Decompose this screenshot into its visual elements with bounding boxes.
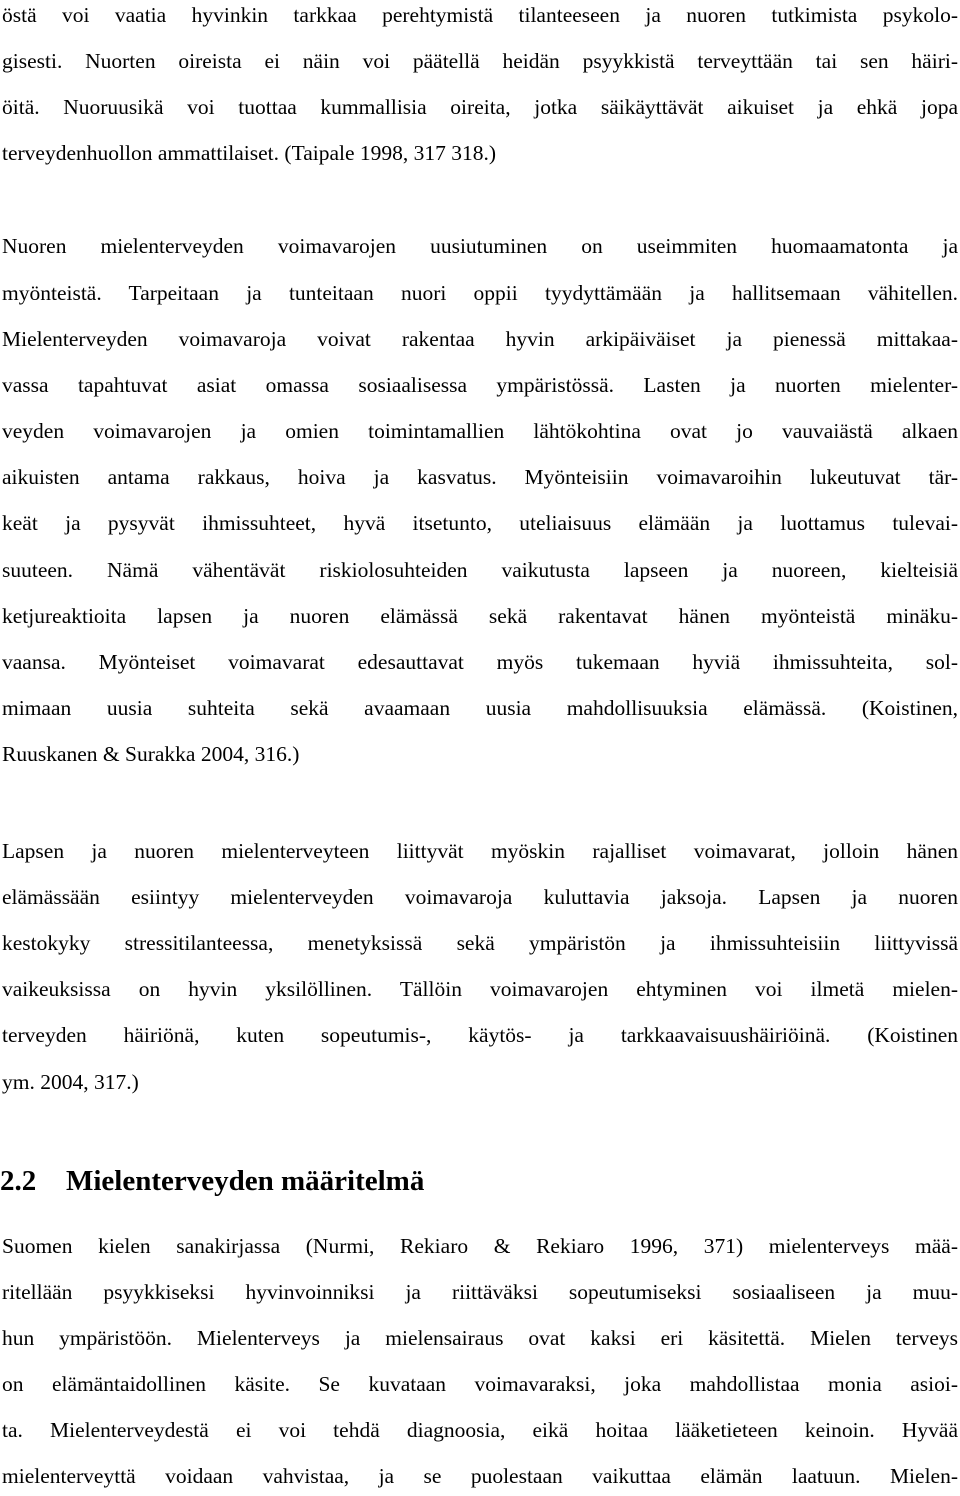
text-line: myönteistä. Tarpeitaan ja tunteitaan nuori oppii tyydyttämään ja hallitsemaan vähitellen. — [2, 281, 958, 305]
section-number: 2.2 — [0, 1165, 37, 1197]
text-line: Nuoren mielenterveyden voimavarojen uusiutuminen on useimmiten huomaamatonta ja — [2, 234, 958, 258]
text-line: östä voi vaatia hyvinkin tarkkaa perehtymistä tilanteeseen ja nuoren tutkimista psykolo- — [2, 3, 958, 27]
text-line: Mielenterveyden voimavaroja voivat rakentaa hyvin arkipäiväiset ja pienessä mittakaa- — [2, 327, 958, 351]
text-line: öitä. Nuoruusikä voi tuottaa kummallisia oireita, jotka säikäyttävät aikuiset ja ehkä jopa — [2, 95, 958, 119]
text-line: mielenterveyttä voidaan vahvistaa, ja se puolestaan vaikuttaa elämän laatuun. Mielen- — [2, 1464, 958, 1488]
text-line: ketjureaktioita lapsen ja nuoren elämässä sekä rakentavat hänen myönteistä minäku- — [2, 604, 958, 628]
text-line: Suomen kielen sanakirjassa (Nurmi, Rekiaro & Rekiaro 1996, 371) mielenterveys mää- — [2, 1234, 958, 1258]
text-line: ta. Mielenterveydestä ei voi tehdä diagnoosia, eikä hoitaa lääketieteen keinoin. Hyvää — [2, 1418, 958, 1442]
text-line: terveydenhuollon ammattilaiset. (Taipale 1998, 317 318.) — [2, 141, 497, 165]
text-line: keät ja pysyvät ihmissuhteet, hyvä itsetunto, uteliaisuus elämään ja luottamus tulevai- — [2, 511, 958, 535]
text-line: veyden voimavarojen ja omien toimintamallien lähtökohtina ovat jo vauvaiästä alkaen — [2, 419, 958, 443]
text-line: Ruuskanen & Surakka 2004, 316.) — [2, 742, 300, 766]
text-line: ritellään psyykkiseksi hyvinvoinniksi ja riittäväksi sopeutumiseksi sosiaaliseen ja muu- — [2, 1280, 958, 1304]
text-line: vaikeuksissa on hyvin yksilöllinen. Tällöin voimavarojen ehtyminen voi ilmetä mielen- — [2, 977, 958, 1001]
text-line: hun ympäristöön. Mielenterveys ja mielensairaus ovat kaksi eri käsitettä. Mielen terveys — [2, 1326, 958, 1350]
section-title: Mielenterveyden määritelmä — [66, 1165, 425, 1197]
text-line: terveyden häiriönä, kuten sopeutumis-, käytös- ja tarkkaavaisuushäiriöinä. (Koistinen — [2, 1023, 958, 1047]
text-line: elämässään esiintyy mielenterveyden voimavaroja kuluttavia jaksoja. Lapsen ja nuoren — [2, 885, 958, 909]
text-line: mimaan uusia suhteita sekä avaamaan uusia mahdollisuuksia elämässä. (Koistinen, — [2, 696, 958, 720]
section-heading — [0, 1163, 424, 1199]
text-line: aikuisten antama rakkaus, hoiva ja kasvatus. Myönteisiin voimavaroihin lukeutuvat tär- — [2, 465, 958, 489]
text-line: ym. 2004, 317.) — [2, 1070, 139, 1094]
text-line: on elämäntaidollinen käsite. Se kuvataan voimavaraksi, joka mahdollistaa monia asioi- — [2, 1372, 958, 1396]
text-line: kestokyky stressitilanteessa, menetyksissä sekä ympäristön ja ihmissuhteisiin liittyvissä — [2, 931, 958, 955]
text-line: gisesti. Nuorten oireista ei näin voi päätellä heidän psyykkistä terveyttään tai sen häiri- — [2, 49, 958, 73]
text-line: vassa tapahtuvat asiat omassa sosiaalisessa ympäristössä. Lasten ja nuorten mielenter- — [2, 373, 958, 397]
text-line: suuteen. Nämä vähentävät riskiolosuhteiden vaikutusta lapseen ja nuoreen, kielteisiä — [2, 558, 958, 582]
text-line: Lapsen ja nuoren mielenterveyteen liittyvät myöskin rajalliset voimavarat, jolloin hänen — [2, 839, 958, 863]
text-line: vaansa. Myönteiset voimavarat edesauttavat myös tukemaan hyviä ihmissuhteita, sol- — [2, 650, 958, 674]
